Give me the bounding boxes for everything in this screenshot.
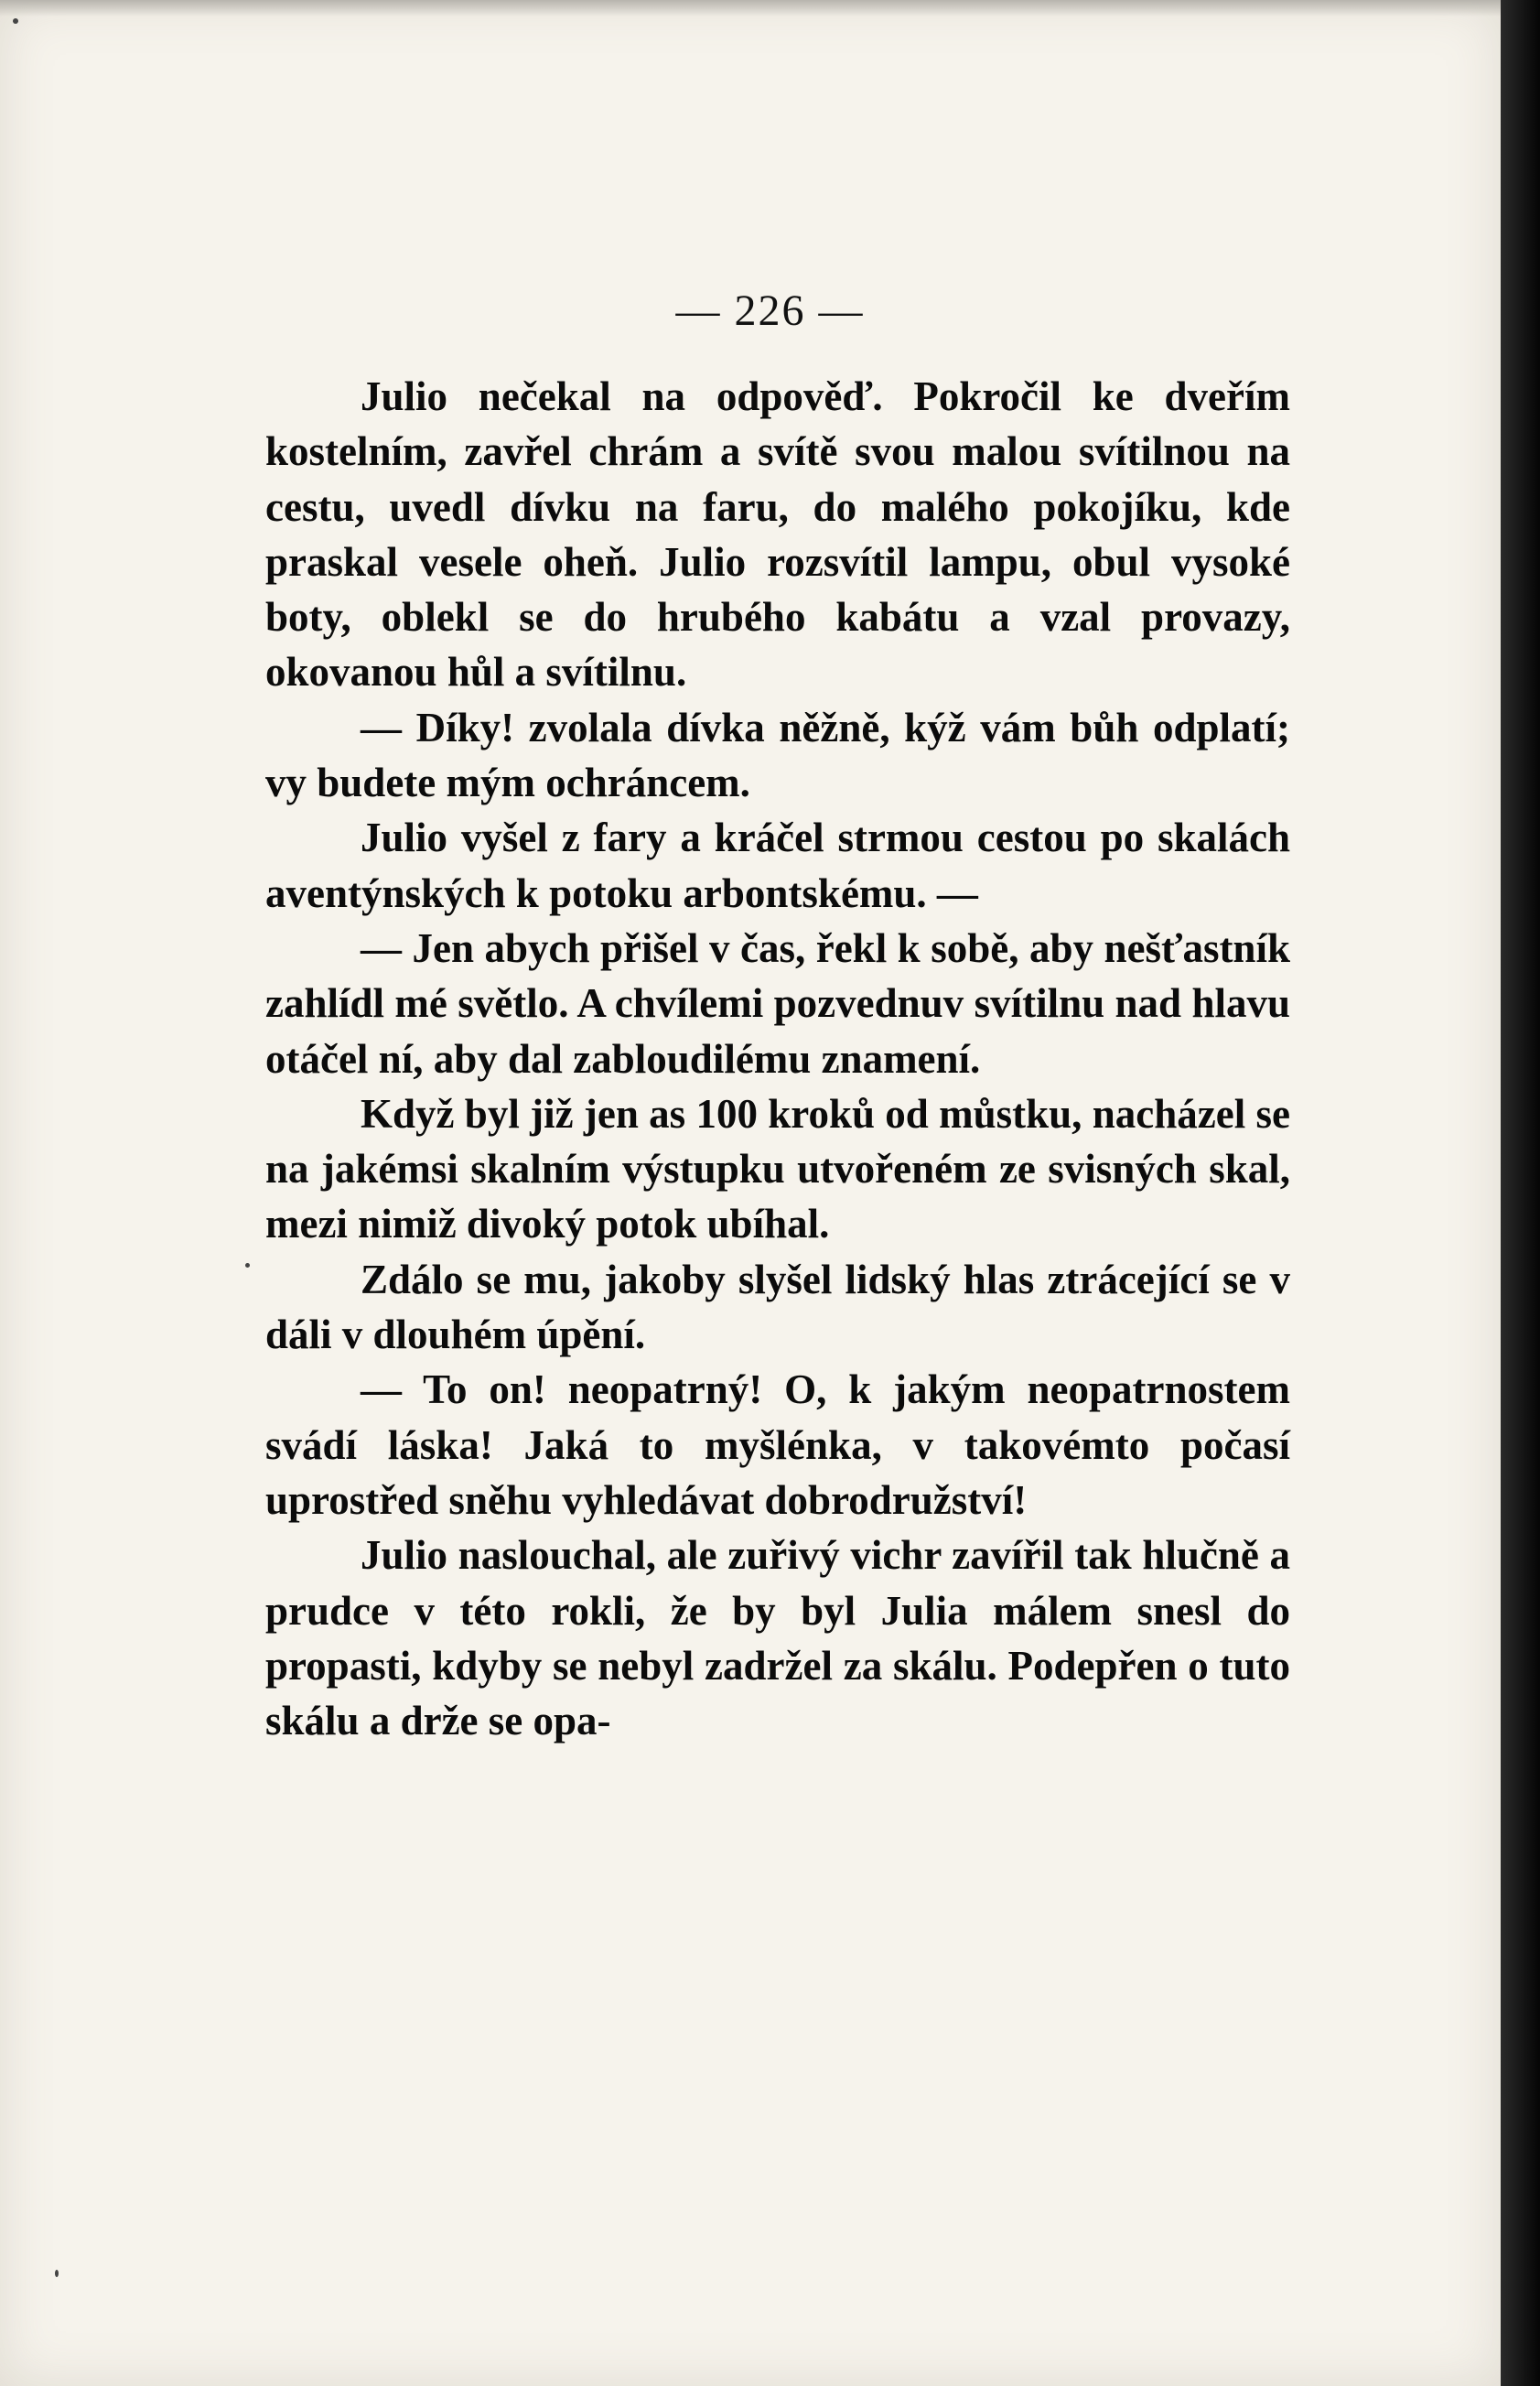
- print-speck: [245, 1263, 250, 1268]
- paragraph-5: Když byl již jen as 100 kroků od můstku, nacházel se na jakémsi skalním výstupku utvořeném ze svisných skal, mezi nimiž divoký potok ubíhal.: [265, 1090, 1290, 1247]
- page-number: — 226 —: [675, 286, 865, 335]
- body-text: [265, 369, 1290, 1748]
- print-speck: [13, 18, 18, 24]
- paragraph-3: Julio vyšel z fary a kráčel strmou cestou po skalách aventýnských k potoku arbontskému. —: [265, 815, 1290, 916]
- scan-border: [1501, 0, 1540, 2386]
- paragraph-1: Julio nečekal na odpověď. Pokročil ke dveřím kostelním, zavřel chrám a svítě svou malou svítilnou na cestu, uvedl dívku na faru, do malého pokojíku, kde praskal vesele oheň. Julio rozsvítil lampu, obul vysoké boty, oblekl se do hrubého kabátu a vzal provazy, okovanou hůl a svítilnu.: [265, 373, 1290, 696]
- page-top-shadow: [0, 0, 1501, 16]
- paragraph-2: — Díky! zvolala dívka něžně, kýž vám bůh odplatí; vy budete mým ochráncem.: [265, 704, 1290, 806]
- paragraph-6: Zdálo se mu, jakoby slyšel lidský hlas ztrácející se v dáli v dlouhém úpění.: [265, 1256, 1290, 1358]
- paragraph-7: — To on! neopatrný! O, k jakým neopatrnostem svádí láska! Jaká to myšlénka, v takovémto počasí uprostřed sněhu vyhledávat dobrodružství!: [265, 1366, 1290, 1523]
- print-speck: [55, 2270, 59, 2277]
- paragraph-8: Julio naslouchal, ale zuřivý vichr zavířil tak hlučně a prudce v této rokli, že by byl Julia málem snesl do propasti, kdyby se nebyl zadržel za skálu. Podepřen o tuto skálu a drže se opa-: [265, 1532, 1290, 1744]
- paragraph-4: — Jen abych přišel v čas, řekl k sobě, aby nešťastník zahlídl mé světlo. A chvílemi pozvednuv svítilnu nad hlavu otáčel ní, aby dal zabloudilému znamení.: [265, 924, 1290, 1082]
